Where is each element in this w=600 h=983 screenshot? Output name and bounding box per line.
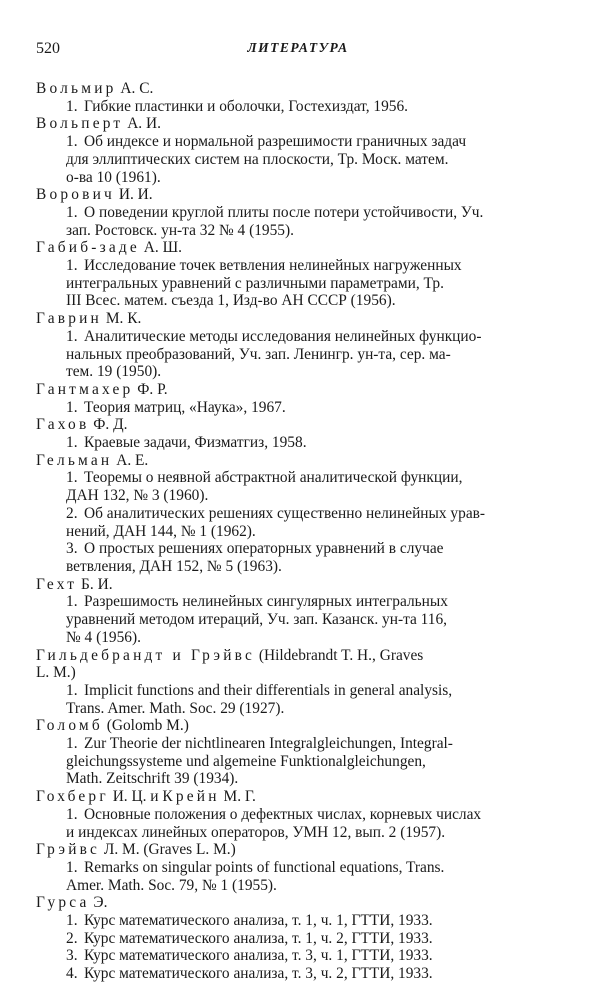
author-name: Грэйвс [36, 841, 101, 859]
bib-author-line [36, 576, 564, 594]
bib-work [36, 434, 564, 452]
bib-work [36, 469, 564, 504]
work-number: 1. [66, 398, 78, 416]
bib-author-line [36, 310, 564, 328]
bib-author-line [36, 80, 564, 98]
work-number: 1. [66, 434, 78, 452]
bib-author-line [36, 717, 564, 735]
work-number: 4. [66, 965, 78, 983]
work-line: нальных преобразований, Уч. зап. Ленингр. ун-та, сер. ма- [66, 345, 451, 363]
bib-author-line [36, 239, 564, 257]
author-initials: Л. М. (Graves L. M.) [100, 841, 236, 859]
author-name: Гильдебрандт и Грэйвс [36, 646, 256, 664]
work-number: 1. [66, 735, 78, 753]
bib-work [36, 204, 564, 239]
author-initials: М. К. [101, 310, 142, 328]
author-name: Гехт [36, 575, 78, 593]
bib-work [36, 133, 564, 186]
work-line: ДАН 132, № 3 (1960). [66, 487, 209, 505]
work-number: 1. [66, 805, 78, 823]
work-line: О простых решениях операторных уравнений в случае [84, 540, 444, 558]
author-name: Габиб-заде [36, 239, 140, 257]
bib-author-line [36, 647, 564, 665]
work-number: 1. [66, 133, 78, 151]
author-name: Вольперт [36, 115, 124, 133]
bib-author-line [36, 416, 564, 434]
author-initials: Ф. Р. [133, 380, 168, 398]
work-number: 1. [66, 327, 78, 345]
work-line: Исследование точек ветвления нелинейных нагруженных [84, 257, 462, 275]
work-line: Об индексе и нормальной разрешимости граничных задач [84, 133, 467, 151]
work-number: 1. [66, 469, 78, 487]
work-line: Аналитические методы исследования нелинейных функцио- [84, 327, 482, 345]
work-line: Trans. Amer. Math. Soc. 29 (1927). [66, 699, 285, 717]
work-line: О поведении круглой плиты после потери устойчивости, Уч. [84, 203, 484, 221]
bibliography-list [36, 80, 564, 983]
work-line: уравнений методом итераций, Уч. зап. Казанск. ун-та 116, [66, 611, 448, 629]
author-initials: А. С. [116, 80, 154, 97]
author-name: Гахов [36, 416, 90, 434]
work-line: Курс математического анализа, т. 1, ч. 2, ГТТИ, 1933. [84, 929, 433, 947]
running-title: ЛИТЕРАТУРА [247, 40, 349, 55]
work-line: Основные положения о дефектных числах, корневых числах [84, 805, 482, 823]
work-line: Теория матриц, «Наука», 1967. [84, 398, 286, 416]
bib-work [36, 859, 564, 894]
author-initials: Ф. Д. [89, 416, 128, 434]
bib-author-line [36, 115, 564, 133]
author-name: Гельман [36, 451, 113, 469]
work-number: 3. [66, 947, 78, 965]
author-initials: И. И. [115, 186, 153, 204]
bib-author-line [36, 381, 564, 399]
work-line: Курс математического анализа, т. 3, ч. 1, ГТТИ, 1933. [84, 947, 433, 965]
work-line: Remarks on singular points of functional equations, Trans. [84, 858, 445, 876]
author-initials: (Hildebrandt T. H., Graves [255, 646, 424, 664]
work-number: 1. [66, 858, 78, 876]
author-name: Вольмир [36, 80, 117, 97]
work-line: Zur Theorie der nichtlinearen Integralgleichungen, Integral- [84, 735, 453, 753]
author-initials: И. Ц. и [108, 788, 163, 806]
work-line: Разрешимость нелинейных сингулярных интегральных [84, 593, 448, 611]
page-number: 520 [36, 40, 60, 57]
bib-work [36, 682, 564, 717]
bib-work [36, 257, 564, 310]
work-line: ветвления, ДАН 152, № 5 (1963). [66, 557, 282, 575]
author-name: Крейн [162, 788, 220, 806]
bib-work [36, 930, 564, 948]
work-number: 1. [66, 912, 78, 930]
author-initials: М. Г. [219, 788, 256, 806]
work-number: 1. [66, 97, 78, 115]
work-line: интегральных уравнений с различными параметрами, Тр. [66, 274, 444, 292]
bib-author-line [36, 894, 564, 912]
author-name: Гурса [36, 894, 90, 912]
author-initials: А. Ш. [139, 239, 182, 257]
work-line: Теоремы о неявной абстрактной аналитической функции, [84, 469, 463, 487]
bib-work [36, 735, 564, 788]
page-header [36, 40, 560, 60]
author-continuation: L. M.) [36, 664, 76, 682]
work-line: для эллиптических систем на плоскости, Тр. Моск. матем. [66, 150, 449, 168]
work-line: Краевые задачи, Физматгиз, 1958. [84, 434, 307, 452]
work-line: нений, ДАН 144, № 1 (1962). [66, 522, 256, 540]
bib-work [36, 965, 564, 983]
work-line: тем. 19 (1950). [66, 363, 162, 381]
work-number: 3. [66, 540, 78, 558]
work-number: 2. [66, 504, 78, 522]
author-name: Ворович [36, 186, 115, 204]
work-line: Курс математического анализа, т. 3, ч. 2, ГТТИ, 1933. [84, 965, 433, 983]
work-line: III Всес. матем. съезда 1, Изд-во АН СССР (1956). [66, 292, 396, 310]
bib-work [36, 399, 564, 417]
author-initials: Э. [89, 894, 108, 912]
work-line: Об аналитических решениях существенно нелинейных урав- [84, 504, 486, 522]
bib-work [36, 540, 564, 575]
bib-author-line [36, 452, 564, 470]
work-number: 2. [66, 929, 78, 947]
bib-work [36, 947, 564, 965]
work-line: о-ва 10 (1961). [66, 168, 161, 186]
work-line: Implicit functions and their differentials in general analysis, [84, 681, 453, 699]
bib-work [36, 328, 564, 381]
work-number: 1. [66, 681, 78, 699]
bib-work [36, 912, 564, 930]
work-line: gleichungssysteme und algemeine Funktionalgleichungen, [66, 752, 426, 770]
work-line: Math. Zeitschrift 39 (1934). [66, 770, 239, 788]
work-line: Amer. Math. Soc. 79, № 1 (1955). [66, 876, 277, 894]
work-number: 1. [66, 257, 78, 275]
bib-author-line [36, 186, 564, 204]
author-initials: А. Е. [112, 451, 149, 469]
work-line: зап. Ростовск. ун-та 32 № 4 (1955). [66, 221, 294, 239]
author-name: Голомб [36, 717, 103, 735]
author-name: Гаврин [36, 310, 102, 328]
work-line: и индексах линейных операторов, УМН 12, вып. 2 (1957). [66, 823, 446, 841]
bib-author-line [36, 841, 564, 859]
work-line: № 4 (1956). [66, 628, 141, 646]
author-initials: Б. И. [77, 575, 113, 593]
bib-work [36, 98, 564, 116]
work-number: 1. [66, 203, 78, 221]
author-initials: А. И. [123, 115, 161, 133]
bib-work [36, 806, 564, 841]
author-name: Гохберг [36, 788, 109, 806]
bib-work [36, 505, 564, 540]
bib-work [36, 593, 564, 646]
author-initials: (Golomb M.) [102, 717, 189, 735]
work-line: Курс математического анализа, т. 1, ч. 1, ГТТИ, 1933. [84, 912, 433, 930]
bib-author-line [36, 788, 564, 806]
work-line: Гибкие пластинки и оболочки, Гостехиздат, 1956. [84, 97, 409, 115]
author-name: Гантмахер [36, 380, 134, 398]
work-number: 1. [66, 593, 78, 611]
